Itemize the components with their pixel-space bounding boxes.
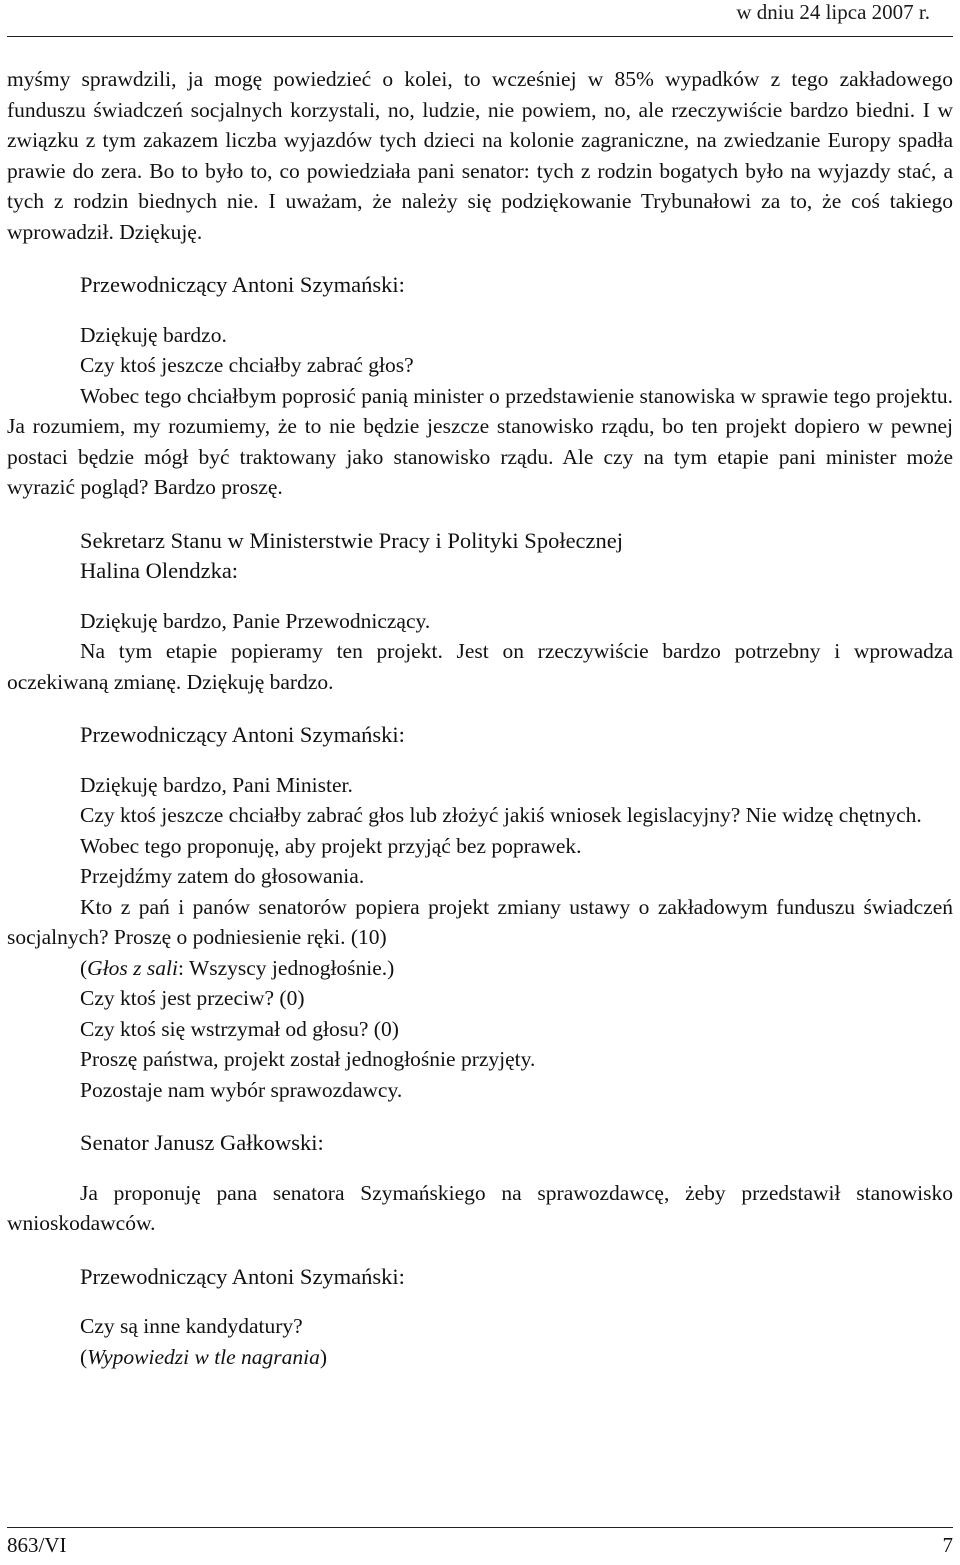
paragraph: Na tym etapie popieramy ten projekt. Jest on rzeczywiście bardzo potrzebny i wprowadza oczekiwaną zmianę. Dziękuję bardzo. — [7, 639, 953, 694]
stage-direction-italic: Wypowiedzi w tle nagrania — [87, 1344, 320, 1369]
paragraph: Czy ktoś jeszcze chciałby zabrać głos? — [80, 353, 414, 377]
paragraph: Wobec tego proponuję, aby projekt przyjąć bez poprawek. — [80, 833, 582, 858]
stage-direction-italic: Głos z sali — [87, 955, 178, 980]
paren-close: ) — [319, 1344, 328, 1369]
speaker-heading: Senator Janusz Gałkowski: — [80, 1130, 324, 1155]
paragraph: Czy ktoś się wstrzymał od głosu? (0) — [80, 1016, 399, 1041]
speaker-heading: Przewodniczący Antoni Szymański: — [80, 1263, 405, 1289]
page-header-date: w dniu 24 lipca 2007 r. — [736, 0, 930, 24]
paragraph: Przejdźmy zatem do głosowania. — [80, 864, 365, 888]
paragraph: Pozostaje nam wybór sprawozdawcy. — [80, 1077, 403, 1102]
transcript-body — [7, 64, 953, 1372]
speaker-heading: Przewodniczący Antoni Szymański: — [80, 272, 405, 297]
paragraph: Czy ktoś jeszcze chciałby zabrać głos lub złożyć jakiś wniosek legislacyjny? Nie widzę chętnych. — [80, 803, 922, 827]
paren-open: ( — [80, 1344, 88, 1369]
paragraph: Kto z pań i panów senatorów popiera projekt zmiany ustawy o zakładowym funduszu świadczeń socjalnych? Proszę o podniesienie ręki. (10) — [7, 894, 953, 949]
stage-direction — [7, 1342, 953, 1373]
paragraph: Wobec tego chciałbym poprosić panią minister o przedstawienie stanowiska w sprawie tego projektu. Ja rozumiem, my rozumiemy, że to nie będzie jeszcze stanowisko rządu, bo ten projekt dopiero w pewnej postaci będzie mógł być traktowany jako stanowisko rządu. Ale czy na tym etapie pani minister może wyrazić pogląd? Bardzo proszę. — [7, 383, 953, 499]
document-number: 863/VI — [7, 1533, 67, 1557]
stage-direction — [7, 953, 953, 984]
paragraph: myśmy sprawdzili, ja mogę powiedzieć o kolei, to wcześniej w 85% wypadków z tego zakładowego funduszu świadczeń socjalnych korzystali, no, ludzie, nie powiem, no, ale rzeczywiście bardzo biedni. I w związku z tym zakazem liczba wyjazdów tych dzieci na kolonie zagraniczne, na zwiedzanie Europy spadła prawie do zera. Bo to było to, co powiedziała pani senator: tych z rodzin bogatych było na wyjazdy stać, a tych z rodzin biednych nie. I uważam, że należy się podziękowanie Trybunałowi za to, że coś takiego wprowadził. Dziękuję. — [7, 67, 953, 244]
paragraph: Ja proponuję pana senatora Szymańskiego na sprawozdawcę, żeby przedstawił stanowisko wnioskodawców. — [7, 1180, 953, 1235]
paragraph: Dziękuję bardzo, Panie Przewodniczący. — [80, 608, 431, 633]
paragraph: Dziękuję bardzo, Pani Minister. — [80, 772, 353, 797]
page-number: 7 — [942, 1533, 953, 1557]
page-footer — [7, 1533, 953, 1558]
paragraph: Proszę państwa, projekt został jednogłośnie przyjęty. — [80, 1047, 536, 1071]
speaker-heading: Przewodniczący Antoni Szymański: — [80, 722, 405, 747]
paren-open: ( — [80, 955, 88, 980]
paragraph: Czy ktoś jest przeciw? (0) — [80, 986, 305, 1010]
paragraph: Czy są inne kandydatury? — [80, 1314, 303, 1338]
paragraph: Dziękuję bardzo. — [80, 322, 227, 347]
footer-rule — [7, 1527, 953, 1528]
header-rule — [7, 36, 953, 37]
stage-direction-text: : Wszyscy jednogłośnie.) — [177, 955, 395, 980]
speaker-heading: Halina Olendzka: — [80, 558, 239, 583]
speaker-heading: Sekretarz Stanu w Ministerstwie Pracy i Polityki Społecznej — [80, 527, 624, 553]
